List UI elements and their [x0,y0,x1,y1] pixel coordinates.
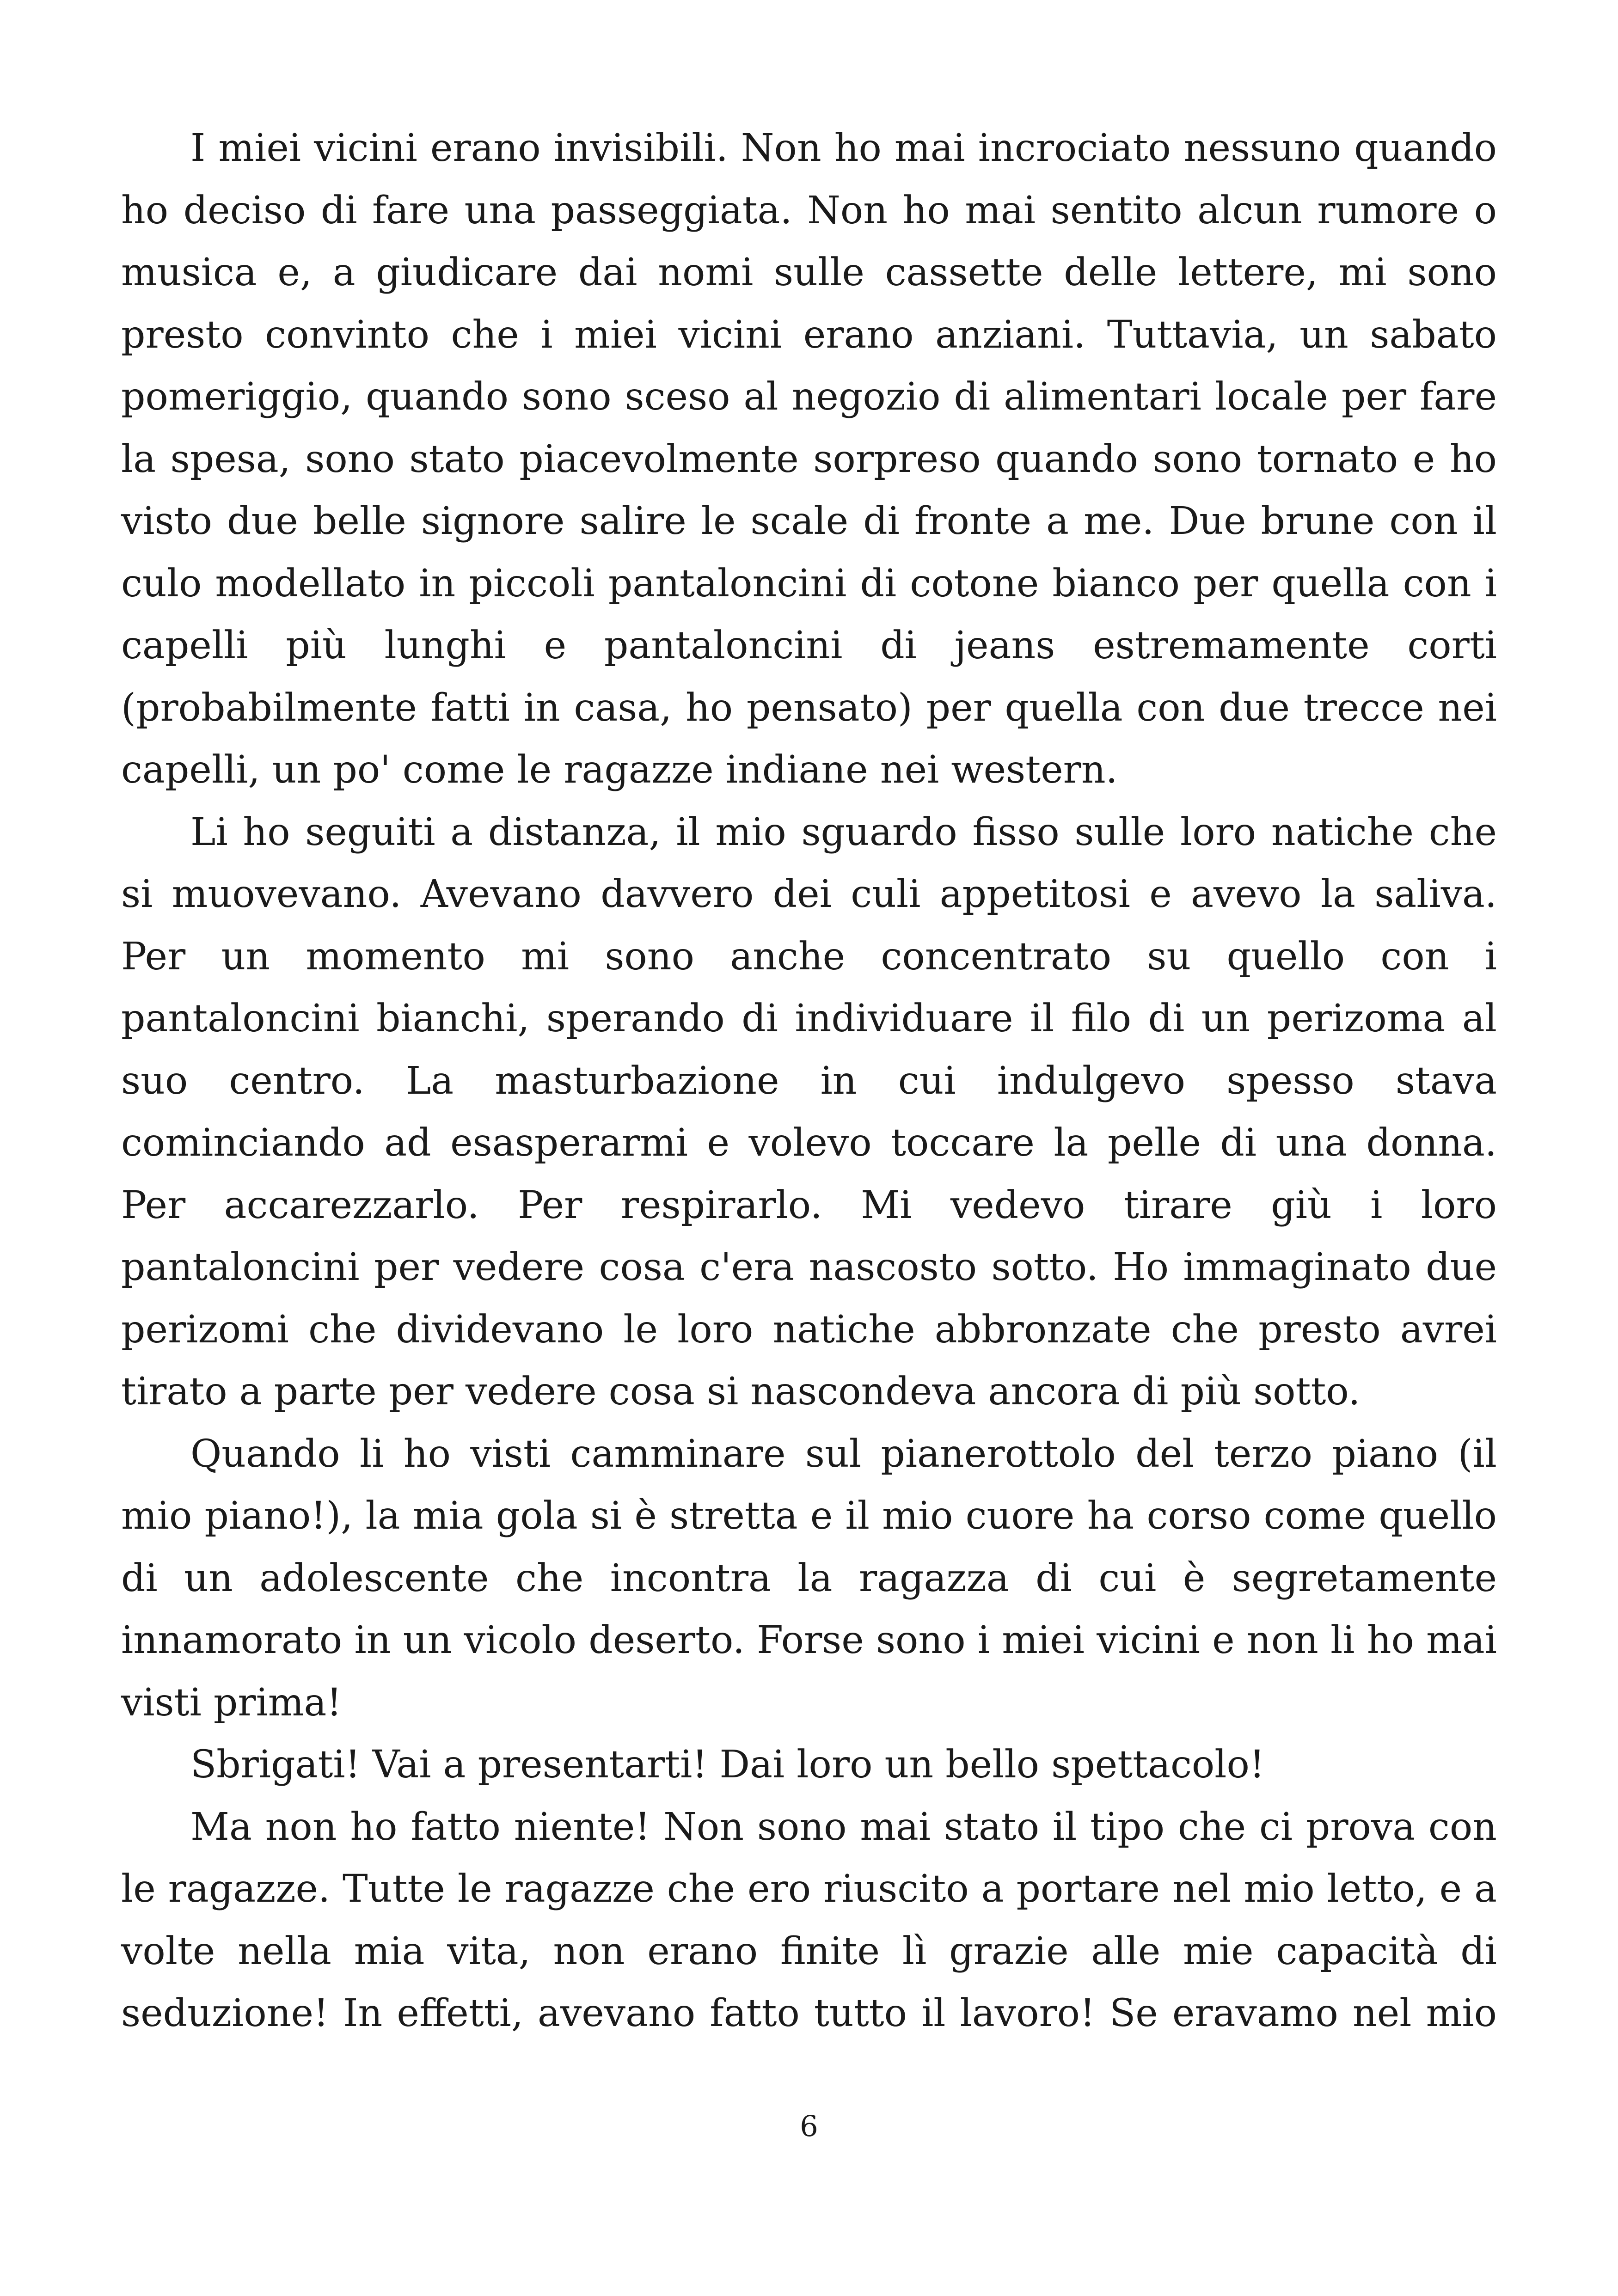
paragraph-4: Sbrigati! Vai a presentarti! Dai loro un bello spettacolo! [190,1743,1265,1787]
paragraph-1: I miei vicini erano invisibili. Non ho mai incrociato nessuno quando ho deciso di fare una passeggiata. Non ho mai sentito alcun rumore o musica e, a giudicare dai nomi sulle cassette delle lettere, mi sono presto convinto che i miei vicini erano anziani. Tuttavia, un sabato pomeriggio, quando sono sceso al negozio di alimentari locale per fare la spesa, sono stato piacevolmente sorpreso quando sono tornato e ho visto due belle signore salire le scale di fronte a me. Due brune con il culo modellato in piccoli pantaloncini di cotone bianco per quella con i capelli più lunghi e pantaloncini di jeans estremamente corti (probabilmente fatti in casa, ho pensato) per quella con due trecce nei capelli, un po' come le ragazze indiane nei western. [121,126,1497,792]
paragraph-2: Li ho seguiti a distanza, il mio sguardo fisso sulle loro natiche che si muovevano. Avevano davvero dei culi appetitosi e avevo la saliva. Per un momento mi sono anche concentrato su quello con i pantaloncini bianchi, sperando di individuare il filo di un perizoma al suo centro. La masturbazione in cui indulgevo spesso stava cominciando ad esasperarmi e volevo toccare la pelle di una donna. Per accarezzarlo. Per respirarlo. Mi vedevo tirare giù i loro pantaloncini per vedere cosa c'era nascosto sotto. Ho immaginato due perizomi che dividevano le loro natiche abbronzate che presto avrei tirato a parte per vedere cosa si nascondeva ancora di più sotto. [121,810,1497,1414]
paragraph-3: Quando li ho visti camminare sul pianerottolo del terzo piano (il mio piano!), la mia gola si è stretta e il mio cuore ha corso come quello di un adolescente che incontra la ragazza di cui è segretamente innamorato in un vicolo deserto. Forse sono i miei vicini e non li ho mai visti prima! [121,1432,1497,1725]
paragraph-5: Ma non ho fatto niente! Non sono mai stato il tipo che ci prova con le ragazze. Tutte le ragazze che ero riuscito a portare nel mio letto, e a volte nella mia vita, non erano finite lì grazie alle mie capacità di seduzione! In effetti, avevano fatto tutto il lavoro! Se eravamo nel mio [121,1805,1497,2035]
body-text [121,117,1497,2045]
page-number: 6 [800,2109,818,2143]
